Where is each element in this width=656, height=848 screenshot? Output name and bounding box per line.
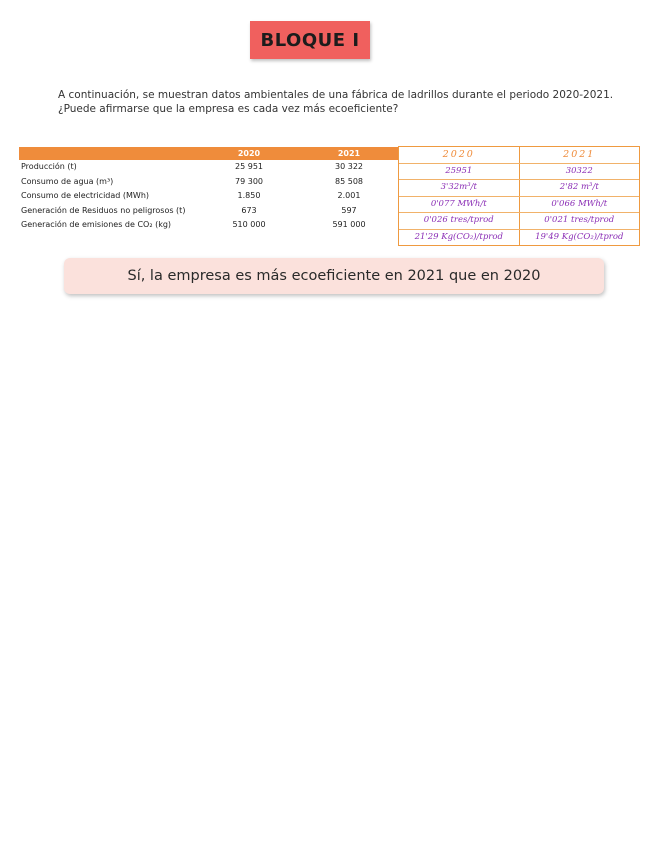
- handwritten-cell-2020: 0'077 MWh/t: [430, 198, 487, 209]
- handwritten-cell-2020: 25951: [445, 165, 473, 176]
- handwritten-cell-2021: 30322: [519, 164, 640, 180]
- block-title: BLOQUE I: [250, 21, 370, 59]
- row-label: Producción (t): [21, 162, 77, 171]
- header-2021: 2021: [337, 149, 361, 158]
- cell-2020: 79 300: [235, 176, 263, 186]
- data-table: [19, 147, 399, 233]
- cell-2020: 25 951: [235, 162, 263, 171]
- intro-line-1: A continuación, se muestran datos ambientales de una fábrica de ladrillos durante el periodo 2020-2021.: [58, 89, 614, 101]
- row-label: Consumo de agua (m³): [21, 176, 114, 186]
- handwritten-row: [399, 179, 639, 196]
- cell-2021: 30 322: [335, 162, 363, 171]
- table-row: [19, 175, 399, 190]
- row-label: Generación de emisiones de CO₂ (kg): [21, 220, 172, 229]
- cell-2020: 1.850: [237, 191, 261, 200]
- intro-line-2: ¿Puede afirmarse que la empresa es cada vez más ecoeficiente?: [58, 103, 399, 115]
- cell-2020: 510 000: [232, 220, 266, 229]
- cell-2020: 673: [241, 205, 257, 215]
- table-row: [19, 160, 399, 175]
- handwritten-cell-2021: 2'82 m³/t: [519, 180, 640, 196]
- cell-2021: 85 508: [335, 176, 363, 186]
- row-label: Generación de Residuos no peligrosos (t): [21, 205, 186, 215]
- answer-banner: Sí, la empresa es más ecoeficiente en 2021 que en 2020: [64, 258, 604, 294]
- row-label: Consumo de electricidad (MWh): [21, 191, 150, 200]
- handwritten-cell-2021: 0'021 tres/tprod: [519, 213, 640, 229]
- cell-2021: 2.001: [337, 191, 361, 200]
- intro-text: [58, 88, 618, 116]
- handwritten-row: [399, 229, 639, 246]
- handwritten-cell-2020: 21'29 Kg(CO₂)/tprod: [414, 231, 503, 242]
- cell-2021: 597: [341, 205, 357, 215]
- handwritten-cell-2021: 19'49 Kg(CO₂)/tprod: [519, 230, 640, 246]
- table-row: [19, 189, 399, 204]
- header-2020: 2020: [237, 149, 261, 158]
- handwritten-row: [399, 212, 639, 229]
- handwritten-row: [399, 163, 639, 180]
- table-row: [19, 204, 399, 219]
- handwritten-header-row: [399, 147, 639, 163]
- handwritten-ratios-table: [398, 146, 640, 246]
- table-row: [19, 218, 399, 233]
- handwritten-header-2020: 2020: [442, 149, 475, 160]
- handwritten-cell-2020: 0'026 tres/tprod: [423, 215, 494, 225]
- handwritten-cell-2021: 0'066 MWh/t: [519, 197, 640, 213]
- handwritten-cell-2020: 3'32m³/t: [440, 182, 477, 192]
- table-header: [19, 147, 399, 160]
- handwritten-row: [399, 196, 639, 213]
- cell-2021: 591 000: [332, 220, 366, 229]
- handwritten-header-2021: 2021: [519, 147, 640, 163]
